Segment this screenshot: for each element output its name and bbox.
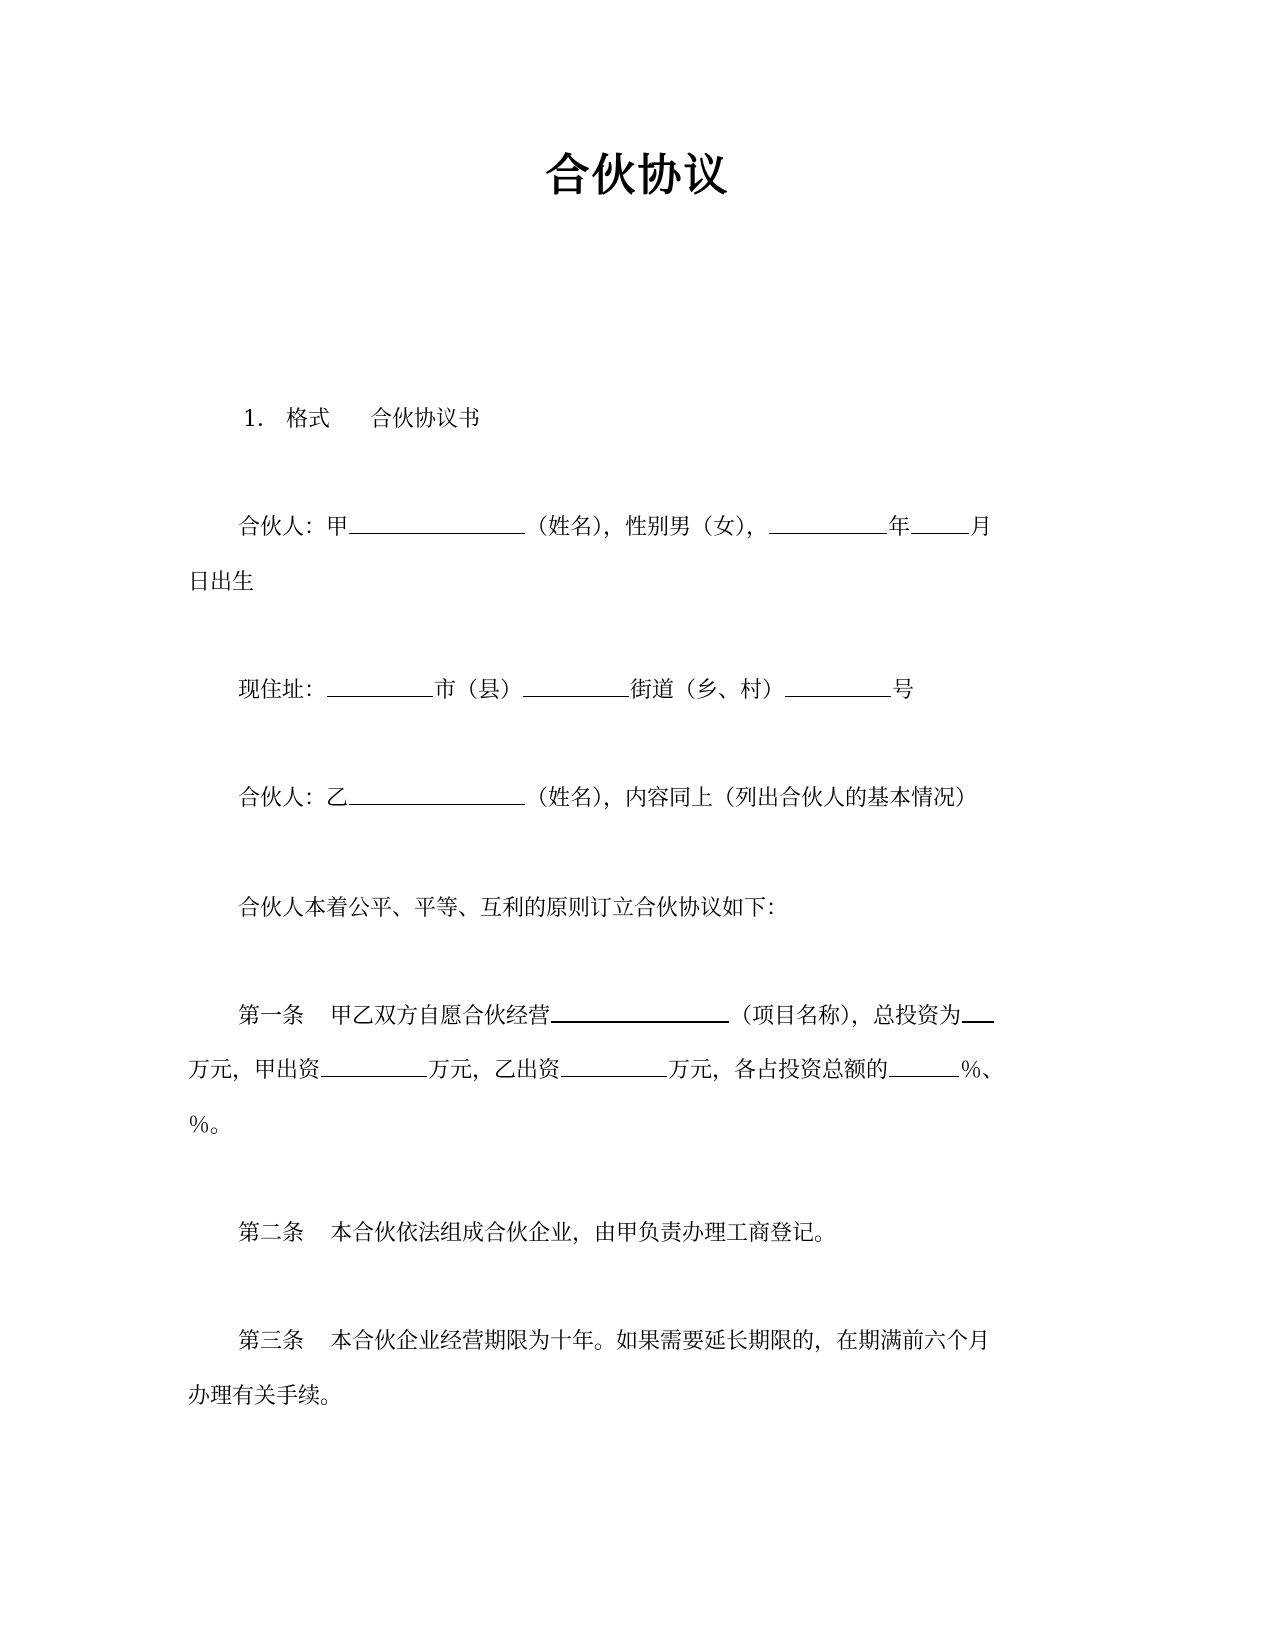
article3-label: 第三条 [238,1329,305,1354]
article2-label: 第二条 [238,1221,305,1246]
year-label: 年 [888,515,911,540]
section-number: 1． [243,407,279,432]
partner-a-name-blank [349,513,525,534]
a-investment-blank [321,1056,427,1077]
article2-line [238,1219,836,1249]
article1-text-g: ％。 [188,1113,233,1138]
article2-text: 本合伙依法组成合伙企业，由甲负责办理工商登记。 [330,1221,837,1246]
preamble-text: 合伙人本着公平、平等、互利的原则订立合伙协议如下： [238,896,789,921]
partner-b-prefix: 合伙人：乙 [238,786,349,811]
article1-text-f: ％、 [960,1058,1005,1083]
article3-line2 [188,1382,342,1412]
birth-month-blank [911,513,969,534]
house-number-blank [785,676,891,697]
article1-text-d: 万元，乙出资 [428,1058,561,1083]
partner-b-line [238,784,977,814]
project-name-blank [551,1001,729,1023]
section-heading [243,405,480,435]
address-prefix: 现住址： [238,678,327,703]
b-investment-blank [561,1056,667,1077]
birth-year-blank [769,513,887,534]
preamble-line [238,894,788,924]
partner-a-born-line [188,568,254,598]
born-label: 日出生 [188,570,255,595]
address-line [238,676,914,706]
total-investment-blank [962,1001,994,1023]
partner-a-after-name: （姓名），性别男（女）， [526,515,769,540]
partner-b-after-name: （姓名），内容同上（列出合伙人的基本情况） [526,786,978,811]
article1-text-e: 万元，各占投资总额的 [668,1058,889,1083]
street-blank [523,676,629,697]
article1-line3 [188,1111,232,1141]
section-label: 格式 [286,407,331,432]
article1-text-b: （项目名称），总投资为 [730,1004,962,1029]
number-label: 号 [892,678,915,703]
city-label: 市（县） [434,678,523,703]
article1-text-c: 万元，甲出资 [188,1058,321,1083]
article1-label: 第一条 [238,1004,305,1029]
article1-line2 [188,1056,1004,1086]
share-percent-blank [889,1056,959,1077]
month-label: 月 [970,515,993,540]
partner-a-line [238,513,992,543]
article1-line1 [238,1001,995,1032]
article3-text-a: 本合伙企业经营期限为十年。如果需要延长期限的，在期满前六个月 [330,1329,991,1354]
section-name: 合伙协议书 [370,407,481,432]
article1-text-a: 甲乙双方自愿合伙经营 [330,1004,551,1029]
article3-line1 [238,1327,990,1357]
partner-a-prefix: 合伙人：甲 [238,515,349,540]
article3-text-b: 办理有关手续。 [188,1384,343,1409]
partner-b-name-blank [349,784,525,805]
city-blank [327,676,433,697]
street-label: 街道（乡、村） [630,678,785,703]
document-title: 合伙协议 [545,150,730,201]
